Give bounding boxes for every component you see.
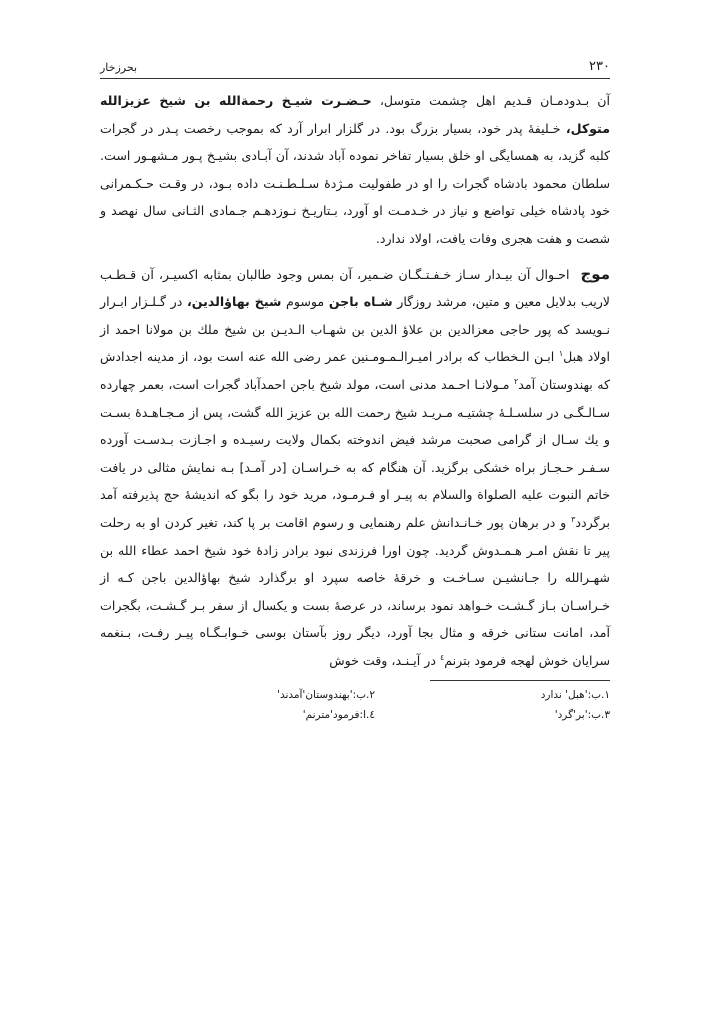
footnote-ref: ۲ — [513, 376, 519, 386]
footnote-1: ۱.ب:'هبل' ندارد — [540, 689, 610, 702]
book-page — [100, 50, 610, 950]
running-title: بحرزخار — [100, 61, 138, 74]
text-run: احـوال آن بیـدار سـاز خـفـتـگـان ضـمیر، آن بمس وجود طالبان بمثابه اکسیـر، آن قـطـب لاریب بدلایل معین و متین، مرشد روزگار — [100, 266, 610, 310]
footnote-2: ۲.ب:'بهندوستان'آمدند' — [277, 689, 375, 702]
footnote-rule — [430, 680, 610, 681]
footnote-4: ٤.ا:فرمود'مترنم' — [302, 709, 375, 722]
page-number: ۲۳۰ — [589, 59, 610, 74]
page-header — [100, 50, 610, 74]
section-heading: موج — [580, 264, 610, 283]
text-run: در آیـنـد، وقت خوش — [329, 652, 440, 668]
footnote-ref: ۳ — [571, 514, 576, 524]
header-rule — [100, 78, 610, 79]
text-run: موسوم — [281, 294, 329, 310]
paragraph-1 — [100, 87, 610, 253]
main-text — [100, 87, 610, 674]
text-run: آن بـدودمـان قـدیم اهل چشمت متوسل، — [371, 93, 610, 108]
footnote-3: ۳.ب:'بر'گرد' — [554, 709, 610, 722]
text-run: و در برهان پور خـانـدانش علم رهنمایی و رسوم اقامت بر پا کند، تغیر کردن او به رحلت پیر تا نقش امـر هـمـدوش گردید. چون اورا فرزندی نبود برادر زادهٔ خود شیخ احمد عطاء الله بن شهـرالله را جـانشیـن سـاخـت و خرقهٔ خاصه سپرد او برگذارد شیخ بهاؤالدین باجن کـه از خـراسـان بـاز گـشـت خـواهد نمود برساند، در عرصهٔ بست و یکسال از سفر بـر گـشـت، بگجرات آمد، امانت ستانی خرقه و مثال بجا آورد، دیگر روز بآستان بوسی خـوابـگـاه پیـر رفـت، بـنغمه سرایان خوش لهجه فرمود بترنم — [100, 514, 610, 668]
text-run: مـولانـا احـمد مدنی است، مولد شیخ باجن احمدآباد گجرات است، بعمر چهارده سـالـگـی در سلسـلـهٔ چشتیـه مـریـد شیخ رحمت الله بن عزیز الله گشت، پس از مـجـاهـدهٔ بسـت و یك سـال از گرامی صحبت مرشد فیض اندوخته بکمال ولایت رسیـده و اجـازت بـدسـت آورده سـفـر حـجـاز براه خشکی برگزید. آن هنگام که به خـراسـان [در آمـد] بـه نمایش مثالی در یافت خاتم النبوت علیه الصلواة والسلام به پیـر او فـرمـود، مرید خود را بگو که اندیشهٔ حج پذیرفته آمد برگردد — [100, 376, 610, 530]
text-run: خـلیفهٔ پدر خود، بسیار بزرگ بود. در گلزار ابرار آرد که بموجب رخصت پـدر در گجرات کلبه گزید، به همسایگی او خلق بسیار تفاخر نموده آباد شدند، آن آبـادی بشیـخ پـور مـشهـور است. سلطان محمود بادشاه گجرات را او در طفولیت مـژدهٔ سـلـطـنـت داده بـود، در وقـت حـکـمرانی خود پادشاه خیلی تواضع و نیاز در خـدمـت او آورد، بـتاریـخ نـوزدهـم جـمادی الثـانی سال نهصد و شصت و هفت هجری وفات یافت، اولاد ندارد. — [100, 120, 610, 246]
footnote-ref: ٤ — [439, 652, 445, 662]
bold-name: حـضـرت شیـخ رحمةالله بن شیخ عزیزالله متوکل، — [100, 93, 610, 136]
footnotes — [180, 685, 610, 725]
footnote-ref: ۱ — [558, 349, 564, 359]
text-run: ابـن الـخطاب که برادر امیـرالـمـومـنین عمر رضی الله عنه است بود، از مدینه اجدادش که بهندوستان آمد — [100, 349, 610, 392]
bold-name: شیخ بهاؤالدین، — [186, 294, 282, 310]
paragraph-2 — [100, 261, 610, 675]
bold-name: شـاه باجن — [328, 294, 393, 310]
text-run: در گـلـزار ابـرار نـویسد که پور حاجی معزالدین بن علاؤ الدین بن شهـاب الـدیـن بن شیخ ملك بن مولانا احمد از اولاد هبل — [100, 294, 611, 365]
